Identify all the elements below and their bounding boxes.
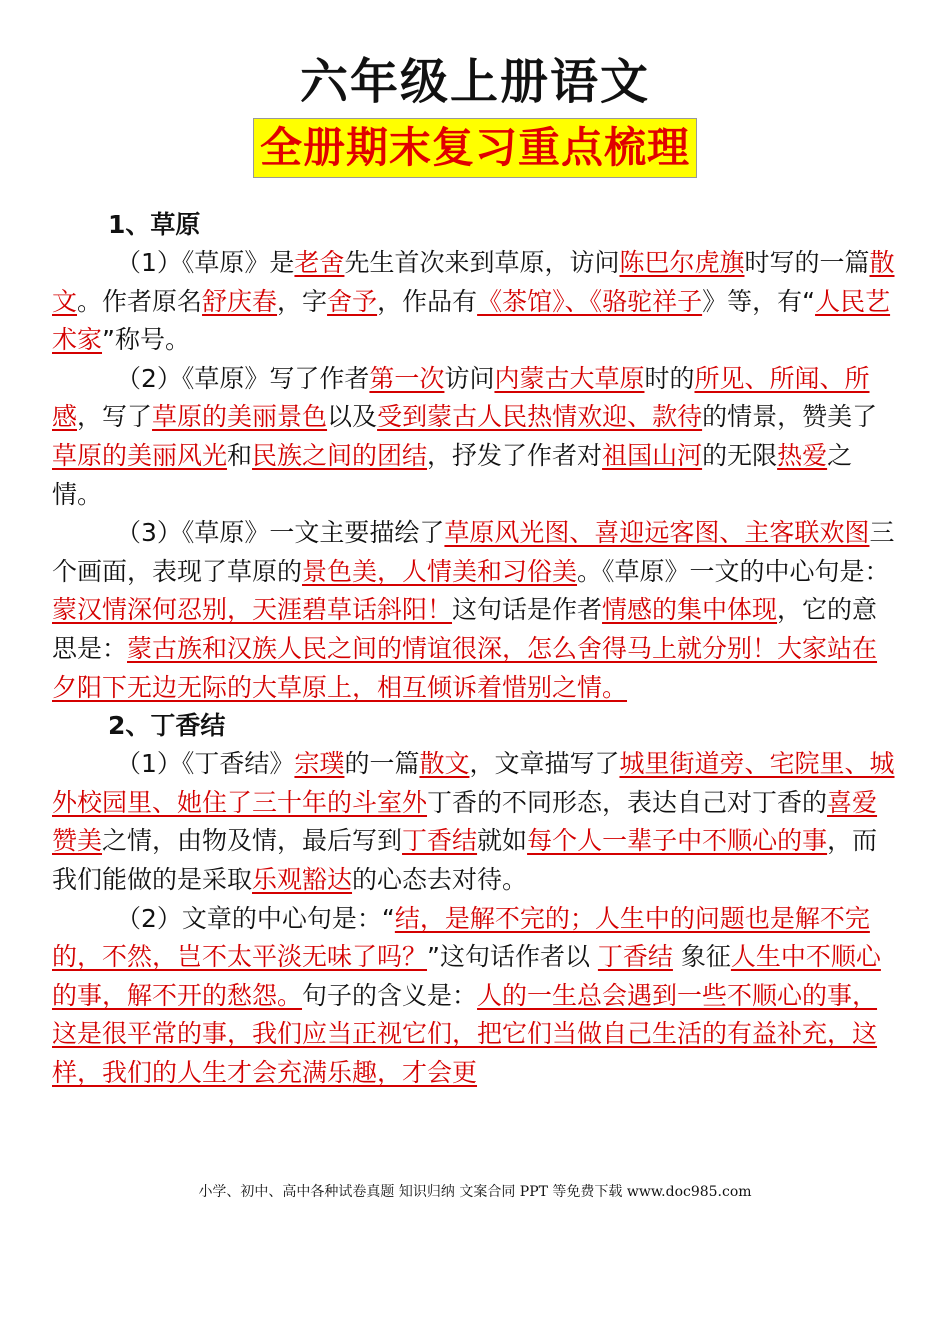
answer-highlight: 草原风光图、喜迎远客图、主客联欢图 <box>444 518 870 548</box>
answer-highlight: 陈巴尔虎旗 <box>619 248 745 277</box>
text-run: （1）《草原》是 <box>116 248 295 277</box>
answer-highlight: 热爱 <box>777 440 828 470</box>
text-run: 之情。 <box>52 440 853 509</box>
text-run: 的情景，赞美了 <box>702 402 878 432</box>
answer-highlight: 草原的美丽风光 <box>52 440 228 470</box>
document-body <box>52 206 900 1092</box>
answer-highlight: 情感的集中体现 <box>602 595 778 625</box>
text-run: 。作者原名 <box>77 286 203 316</box>
answer-highlight: 受到蒙古人民热情欢迎、款待 <box>377 402 703 432</box>
text-run: 这句话是作者 <box>452 595 603 625</box>
text-run: ，写了 <box>77 402 153 432</box>
answer-highlight: 老舍 <box>294 248 345 277</box>
subtitle-banner <box>0 118 950 178</box>
text-run: ”称号。 <box>102 325 190 355</box>
text-run: 丁香的不同形态，表达自己对丁香的 <box>427 787 828 817</box>
text-run: （3）《草原》一文主要描绘了 <box>116 518 445 548</box>
answer-highlight: 散文 <box>52 248 895 316</box>
footer-note: 小学、初中、高中各种试卷真题 知识归纳 文案合同 PPT 等免费下载 www.doc985.com <box>198 1184 752 1200</box>
text-run: 的一篇 <box>344 749 420 779</box>
text-run: 访问 <box>444 363 495 393</box>
answer-highlight: 丁香结 <box>402 826 478 856</box>
text-run: ，字 <box>277 286 328 316</box>
answer-highlight: 人生中不顺心的事，解不开的愁怨。 <box>52 942 881 1010</box>
text-run: （1）《丁香结》 <box>116 749 295 779</box>
answer-highlight: 草原的美丽景色 <box>152 402 328 432</box>
text-run: （2）文章的中心句是：“ <box>116 903 395 933</box>
text-run: 先生首次来到草原，访问 <box>344 248 620 277</box>
text-run: 象征 <box>672 942 731 972</box>
paragraph <box>52 900 900 1093</box>
answer-highlight: 城里街道旁、宅院里、城外校园里、她住了三十年的斗室外 <box>52 749 895 817</box>
answer-highlight: 蒙汉情深何忍别，天涯碧草话斜阳！ <box>52 595 453 625</box>
text-run: 和 <box>227 440 253 470</box>
page-subtitle: 全册期末复习重点梳理 <box>253 118 697 178</box>
text-run: ，而我们能做的是采取 <box>52 826 878 894</box>
text-run: 时的 <box>644 363 695 393</box>
answer-highlight: 乐观豁达 <box>252 864 353 894</box>
answer-highlight: 所见、所闻、所感 <box>52 363 870 432</box>
text-run: ，它的意思是： <box>52 595 878 663</box>
text-run: （2）《草原》写了作者 <box>116 363 370 393</box>
text-run: 的无限 <box>702 440 778 470</box>
text-run: 就如 <box>477 826 528 856</box>
text-run: 时写的一篇 <box>744 248 870 277</box>
answer-highlight: 祖国山河 <box>602 440 703 470</box>
answer-highlight: 人民艺术家 <box>52 286 891 355</box>
answer-highlight: 丁香结 <box>597 942 673 972</box>
answer-highlight: 散文 <box>419 749 470 779</box>
text-run: 以及 <box>327 402 378 432</box>
answer-highlight: 第一次 <box>369 363 445 393</box>
text-run: 》等，有“ <box>702 286 816 316</box>
paragraph <box>52 514 900 707</box>
text-run: 之情，由物及情，最后写到 <box>102 826 403 856</box>
answer-highlight: 宗璞 <box>294 749 345 779</box>
answer-highlight: 内蒙古大草原 <box>494 363 645 393</box>
answer-highlight: 蒙古族和汉族人民之间的情谊很深，怎么舍得马上就分别！大家站在夕阳下无边无际的大草原上，相互倾诉着惜别之情。 <box>52 633 878 702</box>
answer-highlight: 人的一生总会遇到一些不顺心的事，这是很平常的事，我们应当正视它们，把它们当做自己生活的有益补充，这样，我们的人生才会充满乐趣，才会更 <box>52 980 878 1087</box>
answer-highlight: 民族之间的团结 <box>252 440 428 470</box>
section-heading-dingxiangjie: 2、丁香结 <box>108 711 226 741</box>
text-run: ，文章描写了 <box>469 749 620 779</box>
text-run: 三个画面，表现了草原的 <box>52 518 895 586</box>
text-run: 。《草原》一文的中心句是： <box>577 556 890 586</box>
text-run: ，抒发了作者对 <box>427 440 603 470</box>
text-run: ，作品有 <box>377 286 478 316</box>
paragraph <box>52 745 900 899</box>
paragraph <box>52 360 900 514</box>
answer-highlight: 舒庆春 <box>202 286 278 316</box>
answer-highlight: 结，是解不完的；人生中的问题也是解不完的，不然，岂不太平淡无味了吗？ <box>52 903 870 972</box>
text-run: ”这句话作者以 <box>427 942 598 972</box>
answer-highlight: 每个人一辈子中不顺心的事 <box>527 826 828 856</box>
paragraph <box>52 244 900 360</box>
answer-highlight: 景色美，人情美和习俗美 <box>302 556 578 586</box>
text-run: 句子的含义是： <box>302 980 478 1010</box>
page-title: 六年级上册语文 <box>299 54 650 110</box>
text-run: 的心态去对待。 <box>352 864 528 894</box>
section-heading-caoyuan: 1、草原 <box>108 210 201 239</box>
answer-highlight: 《茶馆》、《骆驼祥子 <box>477 286 703 316</box>
answer-highlight: 舍予 <box>327 286 378 316</box>
answer-highlight: 喜爱赞美 <box>52 787 878 856</box>
